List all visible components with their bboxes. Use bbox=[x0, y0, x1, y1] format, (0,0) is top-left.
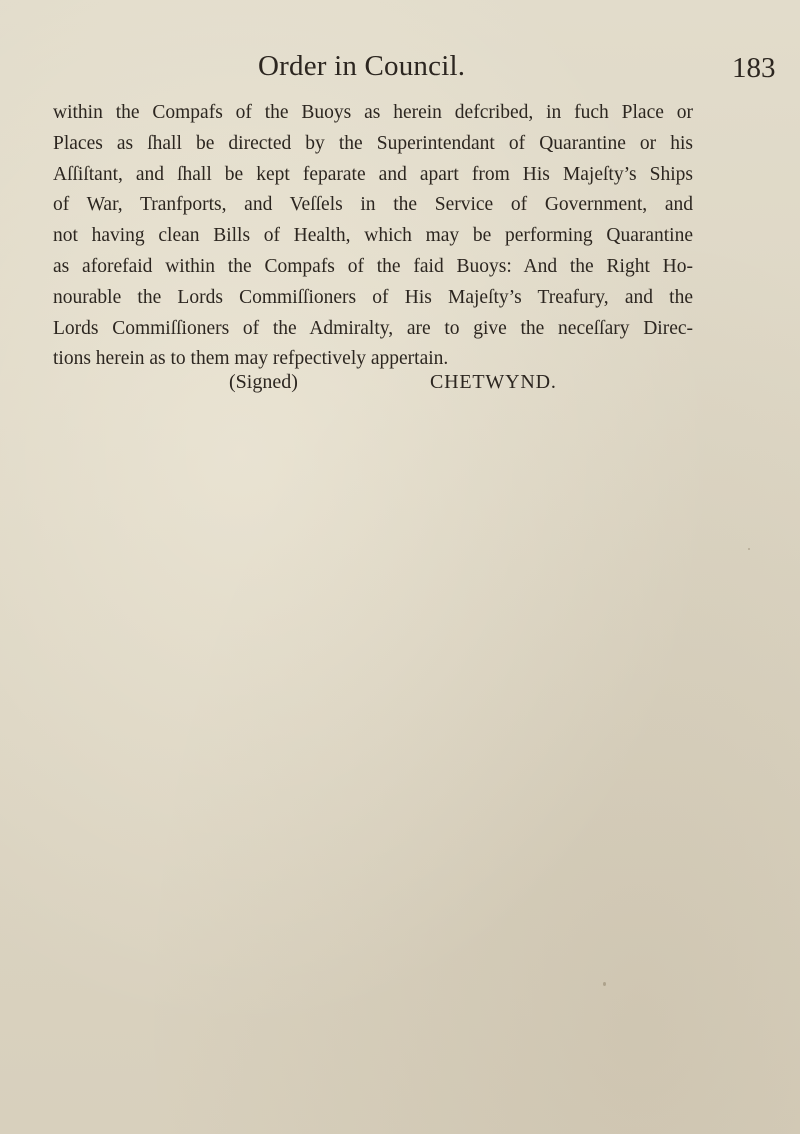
signer-name: CHETWYND. bbox=[430, 371, 557, 393]
text-line: Places as ſhall be directed by the Superintendant of Quarantine or his bbox=[53, 132, 693, 154]
text-line: not having clean Bills of Health, which may be performing Quarantine bbox=[53, 225, 693, 247]
paper-spot bbox=[603, 982, 606, 986]
text-line: as aforefaid within the Compafs of the faid Buoys: And the Right Ho- bbox=[53, 255, 693, 277]
paper-spot bbox=[748, 548, 750, 550]
text-line: within the Compafs of the Buoys as herein defcribed, in fuch Place or bbox=[53, 102, 693, 123]
text-line: Lords Commiſſioners of the Admiralty, are to give the neceſſary Direc- bbox=[53, 317, 693, 339]
running-head bbox=[0, 50, 800, 90]
page-title: Order in Council. bbox=[258, 50, 466, 82]
page-number: 183 bbox=[732, 52, 776, 84]
text-line: nourable the Lords Commiſſioners of His Majeſty’s Treafury, and the bbox=[53, 286, 693, 308]
signed-label: (Signed) bbox=[229, 371, 298, 393]
text-line: tions herein as to them may refpectively appertain. bbox=[53, 348, 449, 370]
body-paragraph bbox=[53, 98, 693, 375]
text-line: Aſſiſtant, and ſhall be kept feparate and apart from His Majeſty’s Ships bbox=[53, 163, 693, 185]
text-line: of War, Tranfports, and Veſſels in the Service of Government, and bbox=[53, 194, 693, 216]
signature-block bbox=[0, 371, 800, 403]
